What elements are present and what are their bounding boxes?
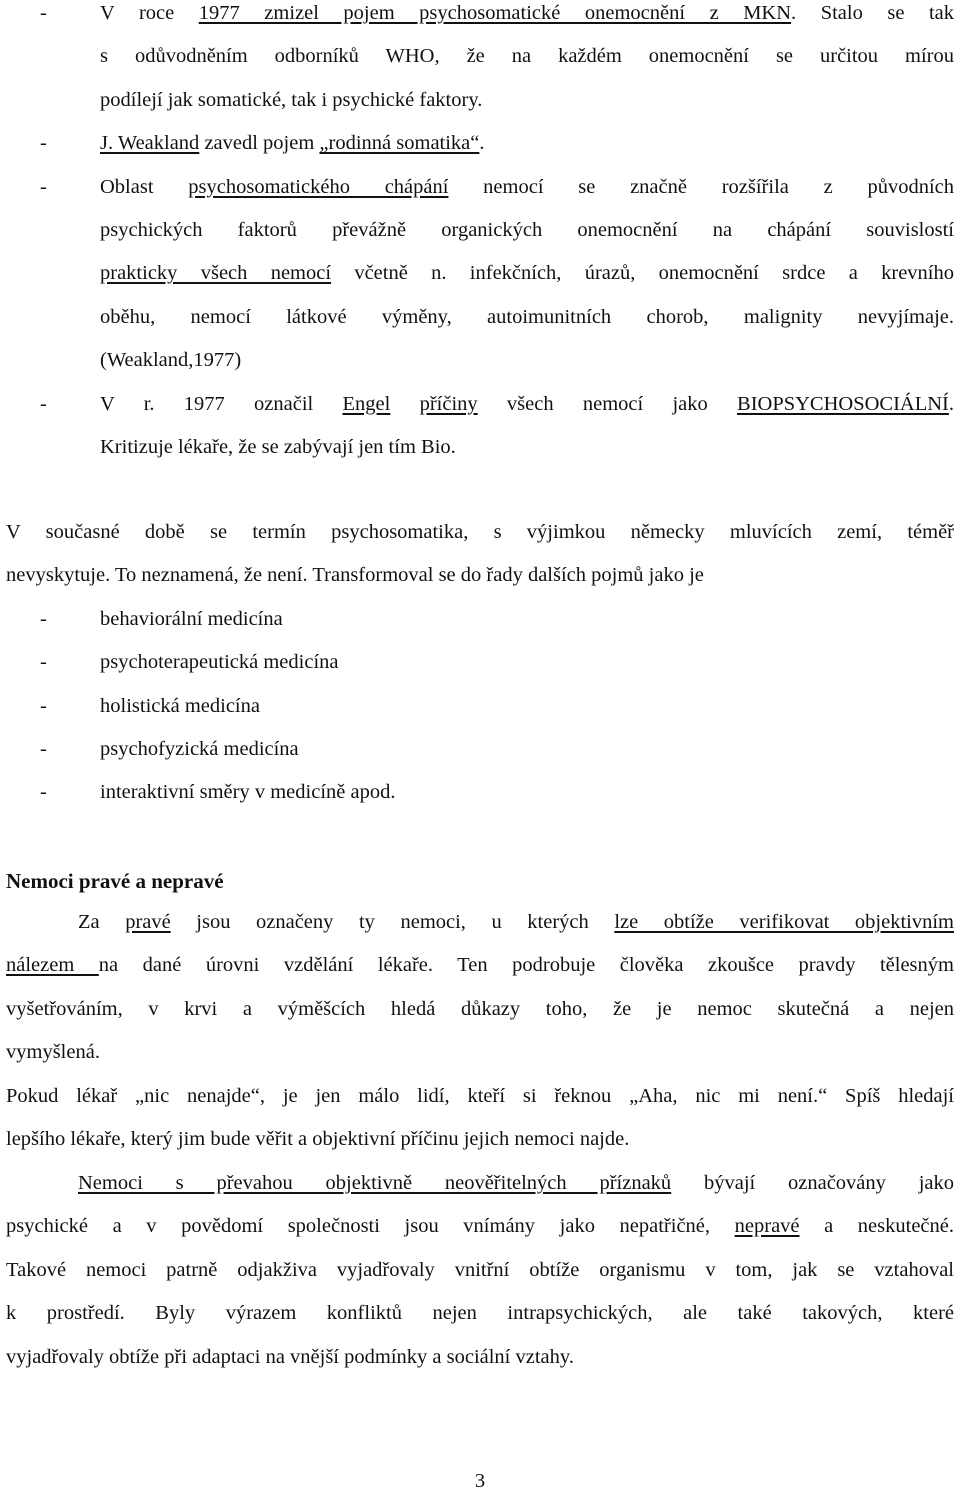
text-run: V r. 1977 označil	[100, 392, 343, 415]
text-run: a neskutečné.	[799, 1215, 955, 1238]
text-run: . Stalo se tak	[791, 2, 954, 24]
paragraph-line	[78, 1168, 954, 1198]
underlined-text: 1977 zmizel pojem psychosomatické onemocnění z MKN	[198, 2, 792, 24]
text-run: .	[948, 392, 954, 415]
paragraph-line	[6, 1298, 954, 1328]
text-run: nevyskytuje. To neznamená, že není. Transformoval se do řady dalších pojmů jako je	[6, 564, 704, 587]
paragraph-line	[6, 1081, 954, 1111]
list-bullet-dash: -	[40, 738, 47, 760]
list-item-line	[100, 85, 954, 115]
text-run: psychických faktorů převážně organických onemocnění na chápání souvislostí	[100, 219, 954, 241]
section-heading: Nemoci pravé a nepravé	[6, 869, 224, 893]
list-item-line	[100, 258, 954, 288]
list-item-line	[100, 777, 954, 807]
text-run: bývají označovány jako	[671, 1172, 954, 1194]
text-run: psychoterapeutická medicína	[100, 651, 339, 674]
underlined-text: Engel	[342, 392, 391, 415]
text-run: V současné době se termín psychosomatika, s výjimkou německy mluvících zemí, téměř	[6, 521, 954, 543]
list-item-line	[100, 302, 954, 332]
list-item-line	[100, 604, 954, 634]
list-item-line	[100, 389, 954, 419]
text-run: behaviorální medicína	[100, 607, 283, 630]
text-run: zavedl pojem	[199, 132, 320, 155]
list-item-line	[100, 215, 954, 245]
list-bullet-dash: -	[40, 607, 47, 630]
text-run: vyšetřováním, v krvi a výměšcích hledá důkazy toho, že je nemoc skutečná a nejen	[6, 997, 954, 1020]
text-run: .	[479, 132, 485, 155]
text-run: V roce	[100, 2, 199, 24]
text-run: oběhu, nemocí látkové výměny, autoimunitních chorob, malignity nevyjímaje.	[100, 305, 954, 328]
paragraph-line	[6, 1342, 954, 1372]
paragraph-line	[6, 517, 954, 547]
underlined-text: nálezem	[6, 954, 99, 977]
text-run: interaktivní směry v medicíně apod.	[100, 781, 396, 804]
text-run: holistická medicína	[100, 694, 260, 717]
text-run: (Weakland,1977)	[100, 349, 242, 372]
list-bullet-dash: -	[40, 694, 47, 717]
list-item-line	[100, 172, 954, 202]
text-run: psychické a v povědomí společnosti jsou vnímány jako nepatřičné,	[6, 1215, 735, 1238]
list-item-line	[100, 734, 954, 764]
underlined-text: pravé	[125, 911, 171, 933]
underlined-text: „rodinná somatika“	[319, 132, 480, 155]
list-bullet-dash: -	[40, 781, 47, 804]
text-run: včetně n. infekčních, úrazů, onemocnění srdce a krevního	[331, 262, 954, 285]
text-run: vymyšlená.	[6, 1041, 100, 1064]
text-run: psychofyzická medicína	[100, 738, 299, 760]
text-run: na dané úrovni vzdělání lékaře. Ten podrobuje člověka zkoušce pravdy tělesným	[98, 954, 954, 977]
list-bullet-dash: -	[40, 651, 47, 674]
paragraph-line	[6, 994, 954, 1024]
underlined-text: BIOPSYCHOSOCIÁLNÍ	[737, 392, 949, 415]
underlined-text: Nemoci s převahou objektivně neověřitelných příznaků	[78, 1172, 672, 1194]
list-bullet-dash: -	[40, 392, 47, 415]
list-item-line	[100, 432, 954, 462]
text-run: podílejí jak somatické, tak i psychické faktory.	[100, 88, 483, 111]
list-item-line	[100, 41, 954, 71]
text-run: vyjadřovaly obtíže při adaptaci na vnější podmínky a sociální vztahy.	[6, 1345, 574, 1368]
underlined-text: J. Weakland	[100, 132, 200, 155]
paragraph-line	[6, 560, 954, 590]
paragraph-line	[6, 1124, 954, 1154]
paragraph-line	[6, 1211, 954, 1241]
text-run: Pokud lékař „nic nenajde“, je jen málo lidí, kteří si řeknou „Aha, nic mi není.“ Spíš hledají	[6, 1084, 954, 1107]
text-run: jsou označeny ty nemoci, u kterých	[170, 911, 615, 933]
underlined-text: psychosomatického chápání	[188, 175, 449, 198]
text-run: k prostředí. Byly výrazem konfliktů nejen intrapsychických, ale také takových, které	[6, 1302, 954, 1325]
list-item-line	[100, 128, 954, 158]
underlined-text: lze obtíže verifikovat objektivním	[614, 911, 954, 933]
text-run: Za	[78, 911, 126, 933]
underlined-text: prakticky všech nemocí	[100, 262, 332, 285]
list-bullet-dash: -	[40, 2, 47, 24]
text-run: Oblast	[100, 175, 189, 198]
paragraph-line	[6, 950, 954, 980]
text-run: Takové nemoci patrně odjakživa vyjadřovaly vnitřní obtíže organismu v tom, jak se vztahoval	[6, 1258, 954, 1281]
text-run: nemocí se značně rozšířila z původních	[448, 175, 954, 198]
text-run: s odůvodněním odborníků WHO, že na každém onemocnění se určitou mírou	[100, 45, 954, 68]
text-run	[390, 393, 419, 415]
underlined-text: příčiny	[419, 392, 478, 415]
list-item-line	[100, 691, 954, 721]
list-item-line	[100, 647, 954, 677]
paragraph-line	[6, 1255, 954, 1285]
paragraph-line	[6, 1037, 954, 1067]
text-run: Kritizuje lékaře, že se zabývají jen tím Bio.	[100, 436, 456, 458]
text-run: všech nemocí jako	[477, 392, 738, 415]
list-bullet-dash: -	[40, 175, 47, 198]
text-run: lepšího lékaře, který jim bude věřit a objektivní příčinu jejich nemoci najde.	[6, 1128, 630, 1150]
underlined-text: nepravé	[734, 1215, 800, 1238]
list-item-line	[100, 0, 954, 28]
list-bullet-dash: -	[40, 132, 47, 155]
paragraph-line	[78, 907, 954, 937]
list-item-line	[100, 345, 954, 375]
page-number: 3	[474, 1470, 486, 1492]
